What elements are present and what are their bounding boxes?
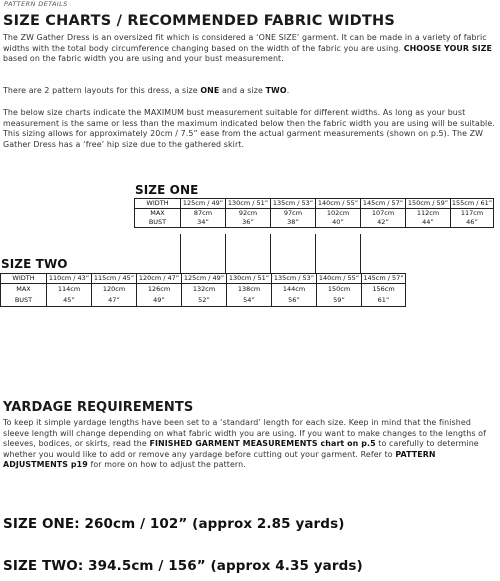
max-cell: 117cm (451, 209, 494, 219)
size-two-label: SIZE TWO (1, 257, 68, 271)
bust-cell: 38” (271, 218, 316, 228)
size-two-yardage: SIZE TWO: 394.5cm / 156” (approx 4.35 yards) (3, 558, 363, 574)
width-cell: 155cm / 61” (451, 199, 493, 207)
size-one-bust-row (135, 218, 494, 228)
bust-cell: 42” (361, 218, 406, 228)
width-header: WIDTH (1, 274, 47, 284)
bust-cell: 61” (362, 295, 406, 307)
max-cell: 114cm (47, 284, 92, 296)
column-guide-line (360, 234, 361, 274)
width-cell: 130cm / 51” (227, 274, 272, 284)
bust-cell: 46” (451, 218, 494, 228)
page-title: SIZE CHARTS / RECOMMENDED FABRIC WIDTHS (3, 13, 395, 29)
size-one-max-row (135, 209, 494, 219)
width-cell: 140cm / 55” (316, 199, 361, 209)
intro-paragraph-1: The ZW Gather Dress is an oversized fit which is considered a ‘ONE SIZE’ garment. It can be made in a variety of fabric widths with the total body circumference changing based on the width of the fabric you are using. CHOOSE YOUR SIZE based on the fabric width you are using and your bust measurement. (3, 33, 493, 64)
max-cell: 87cm (181, 209, 226, 219)
bust-cell: 44” (406, 218, 451, 228)
width-cell: 135cm / 53” (272, 274, 317, 284)
width-cell: 125cm / 49” (181, 199, 226, 209)
bust-header: BUST (135, 218, 181, 228)
size-one-table (134, 198, 494, 228)
width-header: WIDTH (135, 199, 181, 209)
intro-paragraph-2: There are 2 pattern layouts for this dress, a size ONE and a size TWO. (3, 86, 290, 95)
yardage-paragraph: To keep it simple yardage lengths have been set to a ‘standard’ length for each size. Keep in mind that the finished sleeve length will change depending on what fabric width you are using. If you want to make changes to the lengths of sleeves, bodices, or skirts, read the FINISHED GARMENT MEASUREMENTS chart on p.5 to carefully to determine whether you would like to add or remove any yardage before cutting out your garment. Refer to PATTERN ADJUSTMENTS p19 for more on how to adjust the pattern. (3, 418, 486, 470)
size-two-bust-row (1, 295, 406, 307)
max-cell: 126cm (137, 284, 182, 296)
bust-cell: 59” (317, 295, 362, 307)
bust-cell: 49” (137, 295, 182, 307)
width-cell: 140cm / 55” (317, 274, 362, 284)
column-guide-line (225, 234, 226, 274)
max-cell: 112cm (406, 209, 451, 219)
max-cell: 107cm (361, 209, 406, 219)
max-header: MAX (1, 284, 47, 296)
width-cell: 130cm / 51” (226, 199, 271, 209)
max-cell: 144cm (272, 284, 317, 296)
width-cell: 125cm / 49” (182, 274, 227, 284)
bust-cell: 47” (92, 295, 137, 307)
max-header: MAX (135, 209, 181, 219)
column-guide-line (180, 234, 181, 274)
size-one-yardage: SIZE ONE: 260cm / 102” (approx 2.85 yards) (3, 516, 345, 532)
bust-cell: 56” (272, 295, 317, 307)
bust-cell: 40” (316, 218, 361, 228)
width-cell: 120cm / 47” (137, 274, 182, 284)
max-cell: 97cm (271, 209, 316, 219)
width-cell: 145cm / 57” (361, 199, 406, 209)
column-guide-line (315, 234, 316, 274)
max-cell: 150cm (317, 284, 362, 296)
bust-cell: 36” (226, 218, 271, 228)
bust-cell: 54” (227, 295, 272, 307)
max-cell: 92cm (226, 209, 271, 219)
max-cell: 120cm (92, 284, 137, 296)
column-guide-line (270, 234, 271, 274)
max-cell: 156cm (362, 284, 406, 296)
max-cell: 102cm (316, 209, 361, 219)
bust-cell: 52” (182, 295, 227, 307)
width-cell: 135cm / 53” (271, 199, 316, 209)
bust-cell: 45” (47, 295, 92, 307)
width-cell: 110cm / 43” (47, 274, 92, 284)
width-cell: 145cm / 57” (363, 274, 404, 282)
bust-header: BUST (1, 295, 47, 307)
size-two-max-row (1, 284, 406, 296)
size-two-table (0, 273, 406, 307)
bust-cell: 34” (181, 218, 226, 228)
yardage-title: YARDAGE REQUIREMENTS (3, 400, 194, 415)
size-one-width-row (135, 199, 494, 209)
size-one-label: SIZE ONE (135, 183, 199, 197)
width-cell: 115cm / 45” (92, 274, 137, 284)
size-two-width-row (1, 274, 406, 284)
section-label: PATTERN DETAILS (4, 0, 68, 8)
intro-paragraph-3: The below size charts indicate the MAXIMUM bust measurement suitable for different widths. As long as your bust measurement is the same or less than the maximum indicated below then the fabric width you are using will be suitable. This sizing allows for approximately 20cm / 7.5” ease from the actual garment measurements (shown on p.5). The ZW Gather Dress has a ‘free’ hip size due to the gathered skirt. (3, 108, 495, 149)
max-cell: 138cm (227, 284, 272, 296)
max-cell: 132cm (182, 284, 227, 296)
width-cell: 150cm / 59” (406, 199, 451, 209)
